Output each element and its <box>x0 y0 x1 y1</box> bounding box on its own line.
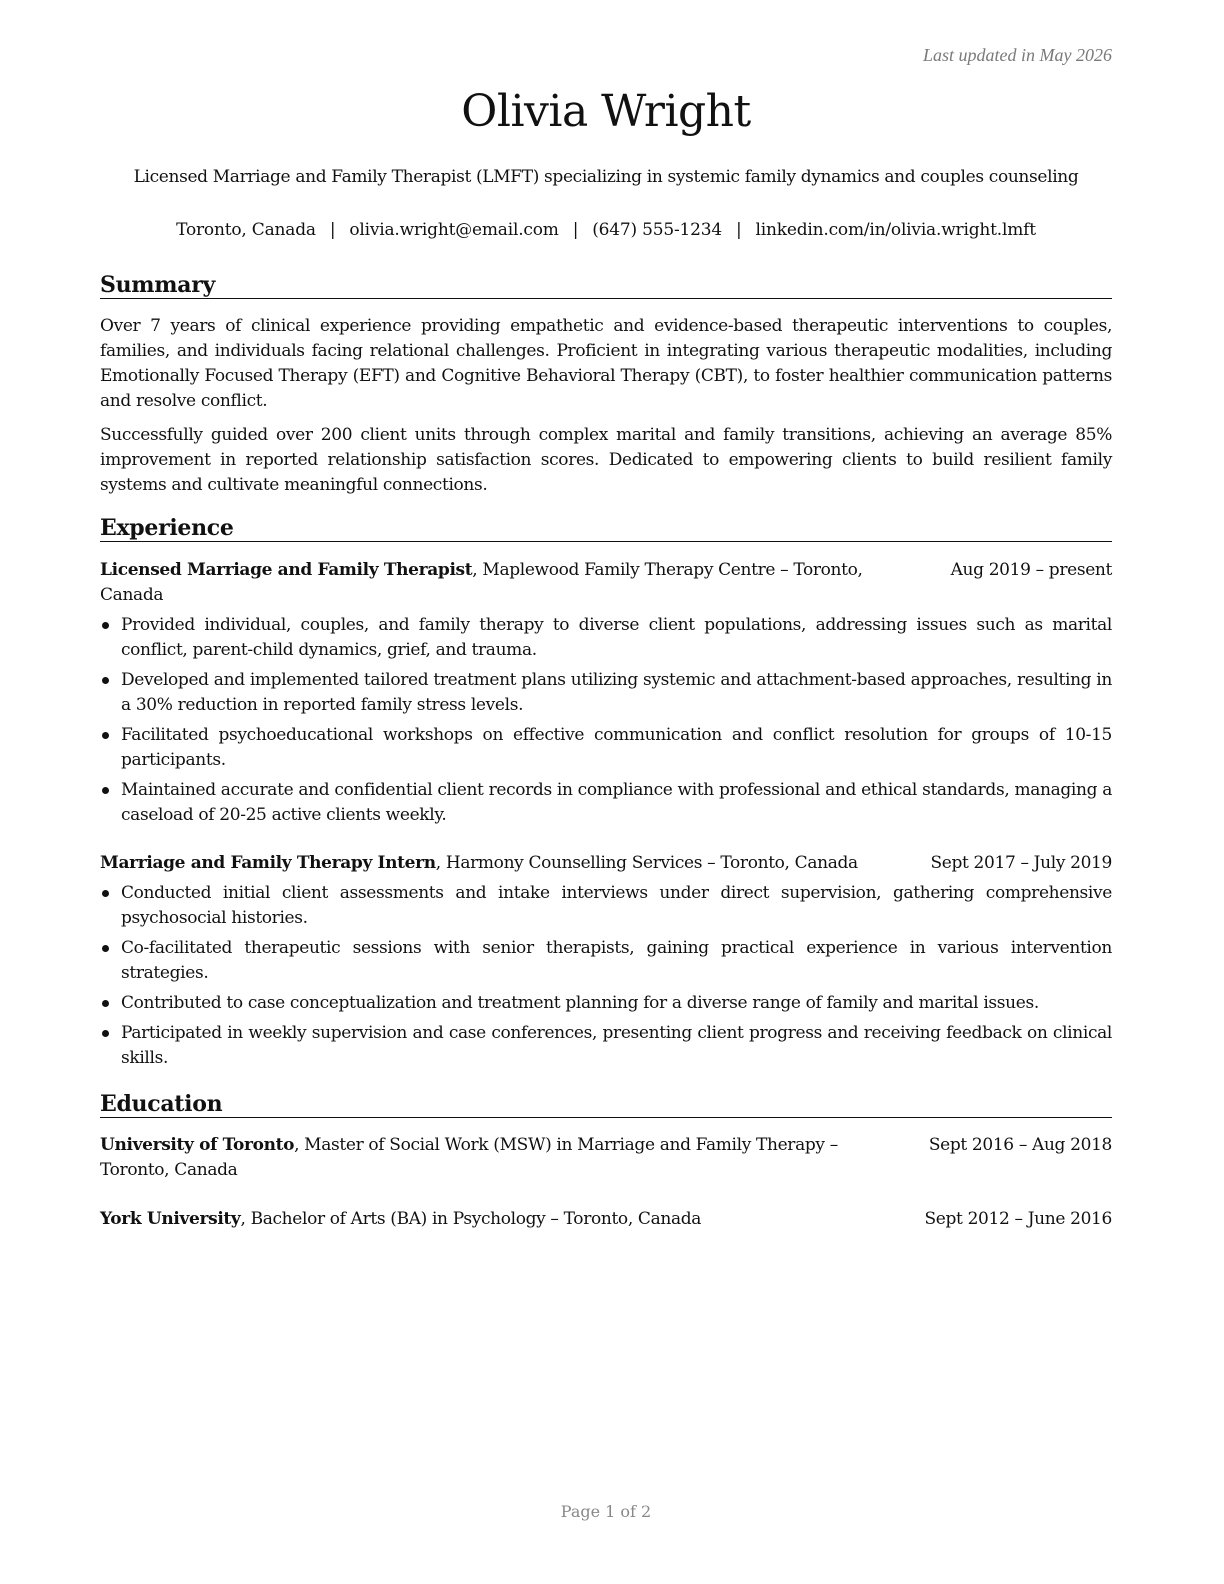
job-header <box>100 558 1112 608</box>
job-role: Marriage and Family Therapy Intern <box>100 853 436 873</box>
education-dates: Sept 2016 – Aug 2018 <box>928 1135 1112 1155</box>
bullet-icon <box>102 890 109 897</box>
bullet-icon <box>102 1000 109 1007</box>
summary-paragraph: Successfully guided over 200 client units through complex marital and family transitions, achieving an average 85% improvement in reported relationship satisfaction scores. Dedicated to empowering clients to build resilient family systems and cultivate meaningful connections. <box>100 425 1112 495</box>
education-dates: Sept 2012 – June 2016 <box>924 1209 1112 1229</box>
bullet-icon <box>102 732 109 739</box>
job-org: , Harmony Counselling Services – Toronto, Canada <box>435 853 858 873</box>
summary-paragraph: Over 7 years of clinical experience providing empathetic and evidence-based therapeutic interventions to couples, families, and individuals facing relational challenges. Proficient in integrating various therapeutic modalities, including Emotionally Focused Therapy (EFT) and Cognitive Behavioral Therapy (CBT), to foster healthier communication patterns and resolve conflict. <box>100 316 1112 411</box>
contact-phone: (647) 555-1234 <box>592 220 722 240</box>
list-item: Provided individual, couples, and family therapy to diverse client populations, addressing issues such as marital conflict, parent-child dynamics, grief, and trauma. <box>100 613 1112 663</box>
job-header <box>100 851 1112 876</box>
bullet-icon <box>102 677 109 684</box>
contact-separator: | <box>736 220 742 240</box>
contact-email[interactable]: olivia.wright@email.com <box>349 220 559 240</box>
candidate-name: Olivia Wright <box>461 86 751 137</box>
education-detail: , Master of Social Work (MSW) in Marriage and Family Therapy – Toronto, Canada <box>100 1135 838 1180</box>
bullet-icon <box>102 622 109 629</box>
list-item: Co-facilitated therapeutic sessions with senior therapists, gaining practical experience in various intervention strategies. <box>100 936 1112 986</box>
bullet-icon <box>102 787 109 794</box>
education-detail: , Bachelor of Arts (BA) in Psychology – Toronto, Canada <box>240 1209 702 1229</box>
page-number: Page 1 of 2 <box>560 1502 652 1521</box>
job-bullets <box>100 613 1112 833</box>
resume-page <box>100 0 1112 1584</box>
bullet-icon <box>102 1030 109 1037</box>
summary-heading: Summary <box>100 272 1112 299</box>
contact-linkedin[interactable]: linkedin.com/in/olivia.wright.lmft <box>755 220 1036 240</box>
bullet-icon <box>102 945 109 952</box>
education-school: University of Toronto <box>100 1135 295 1155</box>
education-entry <box>100 1133 1112 1183</box>
last-updated: Last updated in May 2026 <box>923 45 1112 65</box>
job-dates: Aug 2019 – present <box>950 560 1112 580</box>
experience-heading: Experience <box>100 515 1112 542</box>
contact-location: Toronto, Canada <box>176 220 316 240</box>
list-item: Developed and implemented tailored treatment plans utilizing systemic and attachment-based approaches, resulting in a 30% reduction in reported family stress levels. <box>100 668 1112 718</box>
job-bullets <box>100 881 1112 1076</box>
list-item: Participated in weekly supervision and case conferences, presenting client progress and receiving feedback on clinical skills. <box>100 1021 1112 1071</box>
education-entry <box>100 1207 1112 1232</box>
job-role: Licensed Marriage and Family Therapist <box>100 560 473 580</box>
contact-separator: | <box>329 220 336 240</box>
list-item: Maintained accurate and confidential client records in compliance with professional and ethical standards, managing a caseload of 20-25 active clients weekly. <box>100 778 1112 828</box>
education-school: York University <box>100 1209 241 1229</box>
contact-separator: | <box>572 220 579 240</box>
education-heading: Education <box>100 1091 1112 1118</box>
list-item: Conducted initial client assessments and intake interviews under direct supervision, gathering comprehensive psychosocial histories. <box>100 881 1112 931</box>
job-org: , Maplewood Family Therapy Centre – Toronto, Canada <box>100 560 863 605</box>
list-item: Contributed to case conceptualization and treatment planning for a diverse range of family and marital issues. <box>100 991 1112 1016</box>
tagline: Licensed Marriage and Family Therapist (LMFT) specializing in systemic family dynamics and couples counseling <box>133 167 1079 187</box>
list-item: Facilitated psychoeducational workshops on effective communication and conflict resolution for groups of 10-15 participants. <box>100 723 1112 773</box>
job-dates: Sept 2017 – July 2019 <box>930 853 1112 873</box>
contact-line <box>100 220 1112 240</box>
